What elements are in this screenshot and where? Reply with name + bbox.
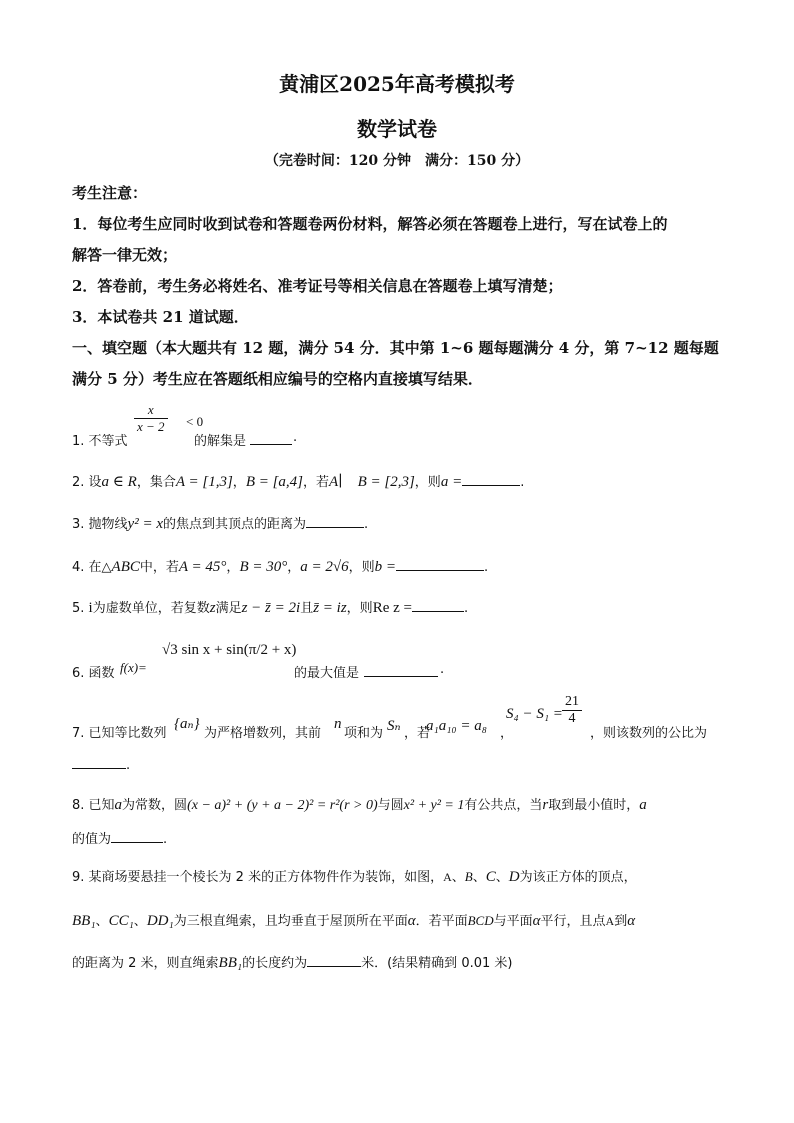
exam-subtitle: 数学试卷 — [357, 117, 437, 141]
exam-title: 黄浦区2025年高考模拟考 — [279, 72, 515, 96]
question-9-line-3: 的距离为 2 米，则直绳索BB₁的长度约为 米．(结果精确到 0.01 米) — [72, 952, 512, 972]
notice-item-3: 3．本试卷共 21 道试题． — [72, 308, 249, 326]
question-7: 7. 已知等比数列 {aₙ} 为严格增数列，其前 n 项和为 Sₙ ，若 a₁a₁₀ = a₈ ， S₄ − S₁ = $\frac{21}{4}$ ，则该数列的公比为 — [72, 694, 708, 741]
exam-time-info: （完卷时间：120 分钟 满分：150 分） — [264, 153, 530, 169]
q4-answer-blank[interactable] — [396, 556, 484, 571]
q8-answer-blank[interactable] — [111, 828, 163, 843]
notice-item-1-line-1: 1．每位考生应同时收到试卷和答题卷两份材料，解答必须在答题卷上进行，写在试卷上的 — [72, 215, 668, 233]
q7-answer-blank[interactable] — [72, 754, 126, 769]
question-4: 4. 在△ABC中，若A = 45°，B = 30°，a = 2√6，则b = . — [72, 556, 488, 576]
q1-fraction: $\frac{x}{x - 2}$ — [134, 402, 168, 435]
section-1-heading-line-1: 一、填空题（本大题共有 12 题，满分 54 分．其中第 1~6 题每题满分 4 分，第 7~12 题每题 — [72, 339, 719, 357]
exam-page: 黄浦区2025年高考模拟考 数学试卷 （完卷时间：120 分钟 满分：150 分） 考生注意： 1．每位考生应同时收到试卷和答题卷两份材料，解答必须在答题卷上进行，写在试卷上的 解答一律无效； 2．答卷前，考生务必将姓名、准考证号等相关信息在答题卷上填写清楚； 3．本试卷共 21 道试题． 一、填空题（本大题共有 12 题，满分 54 分．其中第 1~6 题每题满分 4 分，第 7~12 题每题 满分 5 分）考生应在答题纸相应编号的空格内直接填写结果． 1. 不等式 $\frac{x}{x - 2}$ < 0 的解集是 . 2. 设a ∈ R，集合A = [1,3]，B = [a,4]，若A∣ B = [2,3]，则a = . 3. 抛物线y² = x的焦点到其顶点的距离为 . 4. 在△ABC中，若A = 45°，B = 30°，a = 2√6，则b = . 5. i为虚数单位，若复数z满足z − z̄ = 2i且z̄ = iz，则Re z = . 6. 函数 f(x)= √3 sin x + sin(π/2 + x) 的最大值是 . 7. 已知等比数列 {aₙ} 为严格增数列，其前 n 项和为 Sₙ ，若 a₁a₁₀ = a₈ ， S₄ − S₁ = $\frac{21}{4}$ ，则该数列的公比为 . 8. 已知a为常数，圆(x − a)² + (y + a − 2)² = r²(r > 0)与圆x² + y² = 1有公共点，当r取到最小值时，a 的值为 . 9. 某商场要悬挂一个棱长为 2 米的正方体物件作为装饰，如图，A、B、C、D为该正方体的顶点， BB₁、CC₁、DD₁为三根直绳索，且均垂直于屋顶所在平面α．若平面BCD与平面α平行，且点A到α 的距离为 2 米，则直绳索BB₁的长度约为 米．(结果精确到 0.01 米) — [0, 0, 794, 1123]
notice-item-1-line-2: 解答一律无效； — [72, 246, 178, 264]
q6-expression: √3 sin x + sin(π/2 + x) — [162, 642, 297, 658]
q3-answer-blank[interactable] — [306, 513, 364, 528]
question-3: 3. 抛物线y² = x的焦点到其顶点的距离为 . — [72, 513, 368, 533]
q2-answer-blank[interactable] — [462, 471, 520, 486]
notice-item-2: 2．答卷前，考生务必将姓名、准考证号等相关信息在答题卷上填写清楚； — [72, 277, 563, 295]
q9-answer-blank[interactable] — [307, 952, 361, 967]
q7-fraction: $\frac{21}{4}$ — [562, 694, 582, 727]
notice-heading: 考生注意： — [72, 184, 148, 202]
q6-answer-blank[interactable] — [364, 662, 438, 677]
question-9-line-2: BB₁、CC₁、DD₁为三根直绳索，且均垂直于屋顶所在平面α．若平面BCD与平面α平行，且点A到α — [72, 913, 636, 929]
question-2: 2. 设a ∈ R，集合A = [1,3]，B = [a,4]，若A∣ B = [2,3]，则a = . — [72, 470, 524, 491]
question-8-line-2: 的值为 . — [72, 828, 167, 847]
question-5: 5. i为虚数单位，若复数z满足z − z̄ = 2i且z̄ = iz，则Re z = . — [72, 597, 468, 617]
section-1-heading-line-2: 满分 5 分）考生应在答题纸相应编号的空格内直接填写结果． — [72, 370, 483, 388]
q1-answer-blank[interactable] — [250, 430, 292, 445]
question-9: 9. 某商场要悬挂一个棱长为 2 米的正方体物件作为装饰，如图，A、B、C、D为该正方体的顶点， — [72, 869, 637, 885]
q5-answer-blank[interactable] — [412, 597, 464, 612]
question-8: 8. 已知a为常数，圆(x − a)² + (y + a − 2)² = r²(r > 0)与圆x² + y² = 1有公共点，当r取到最小值时，a — [72, 797, 647, 813]
question-7-line-2: . — [72, 754, 130, 773]
